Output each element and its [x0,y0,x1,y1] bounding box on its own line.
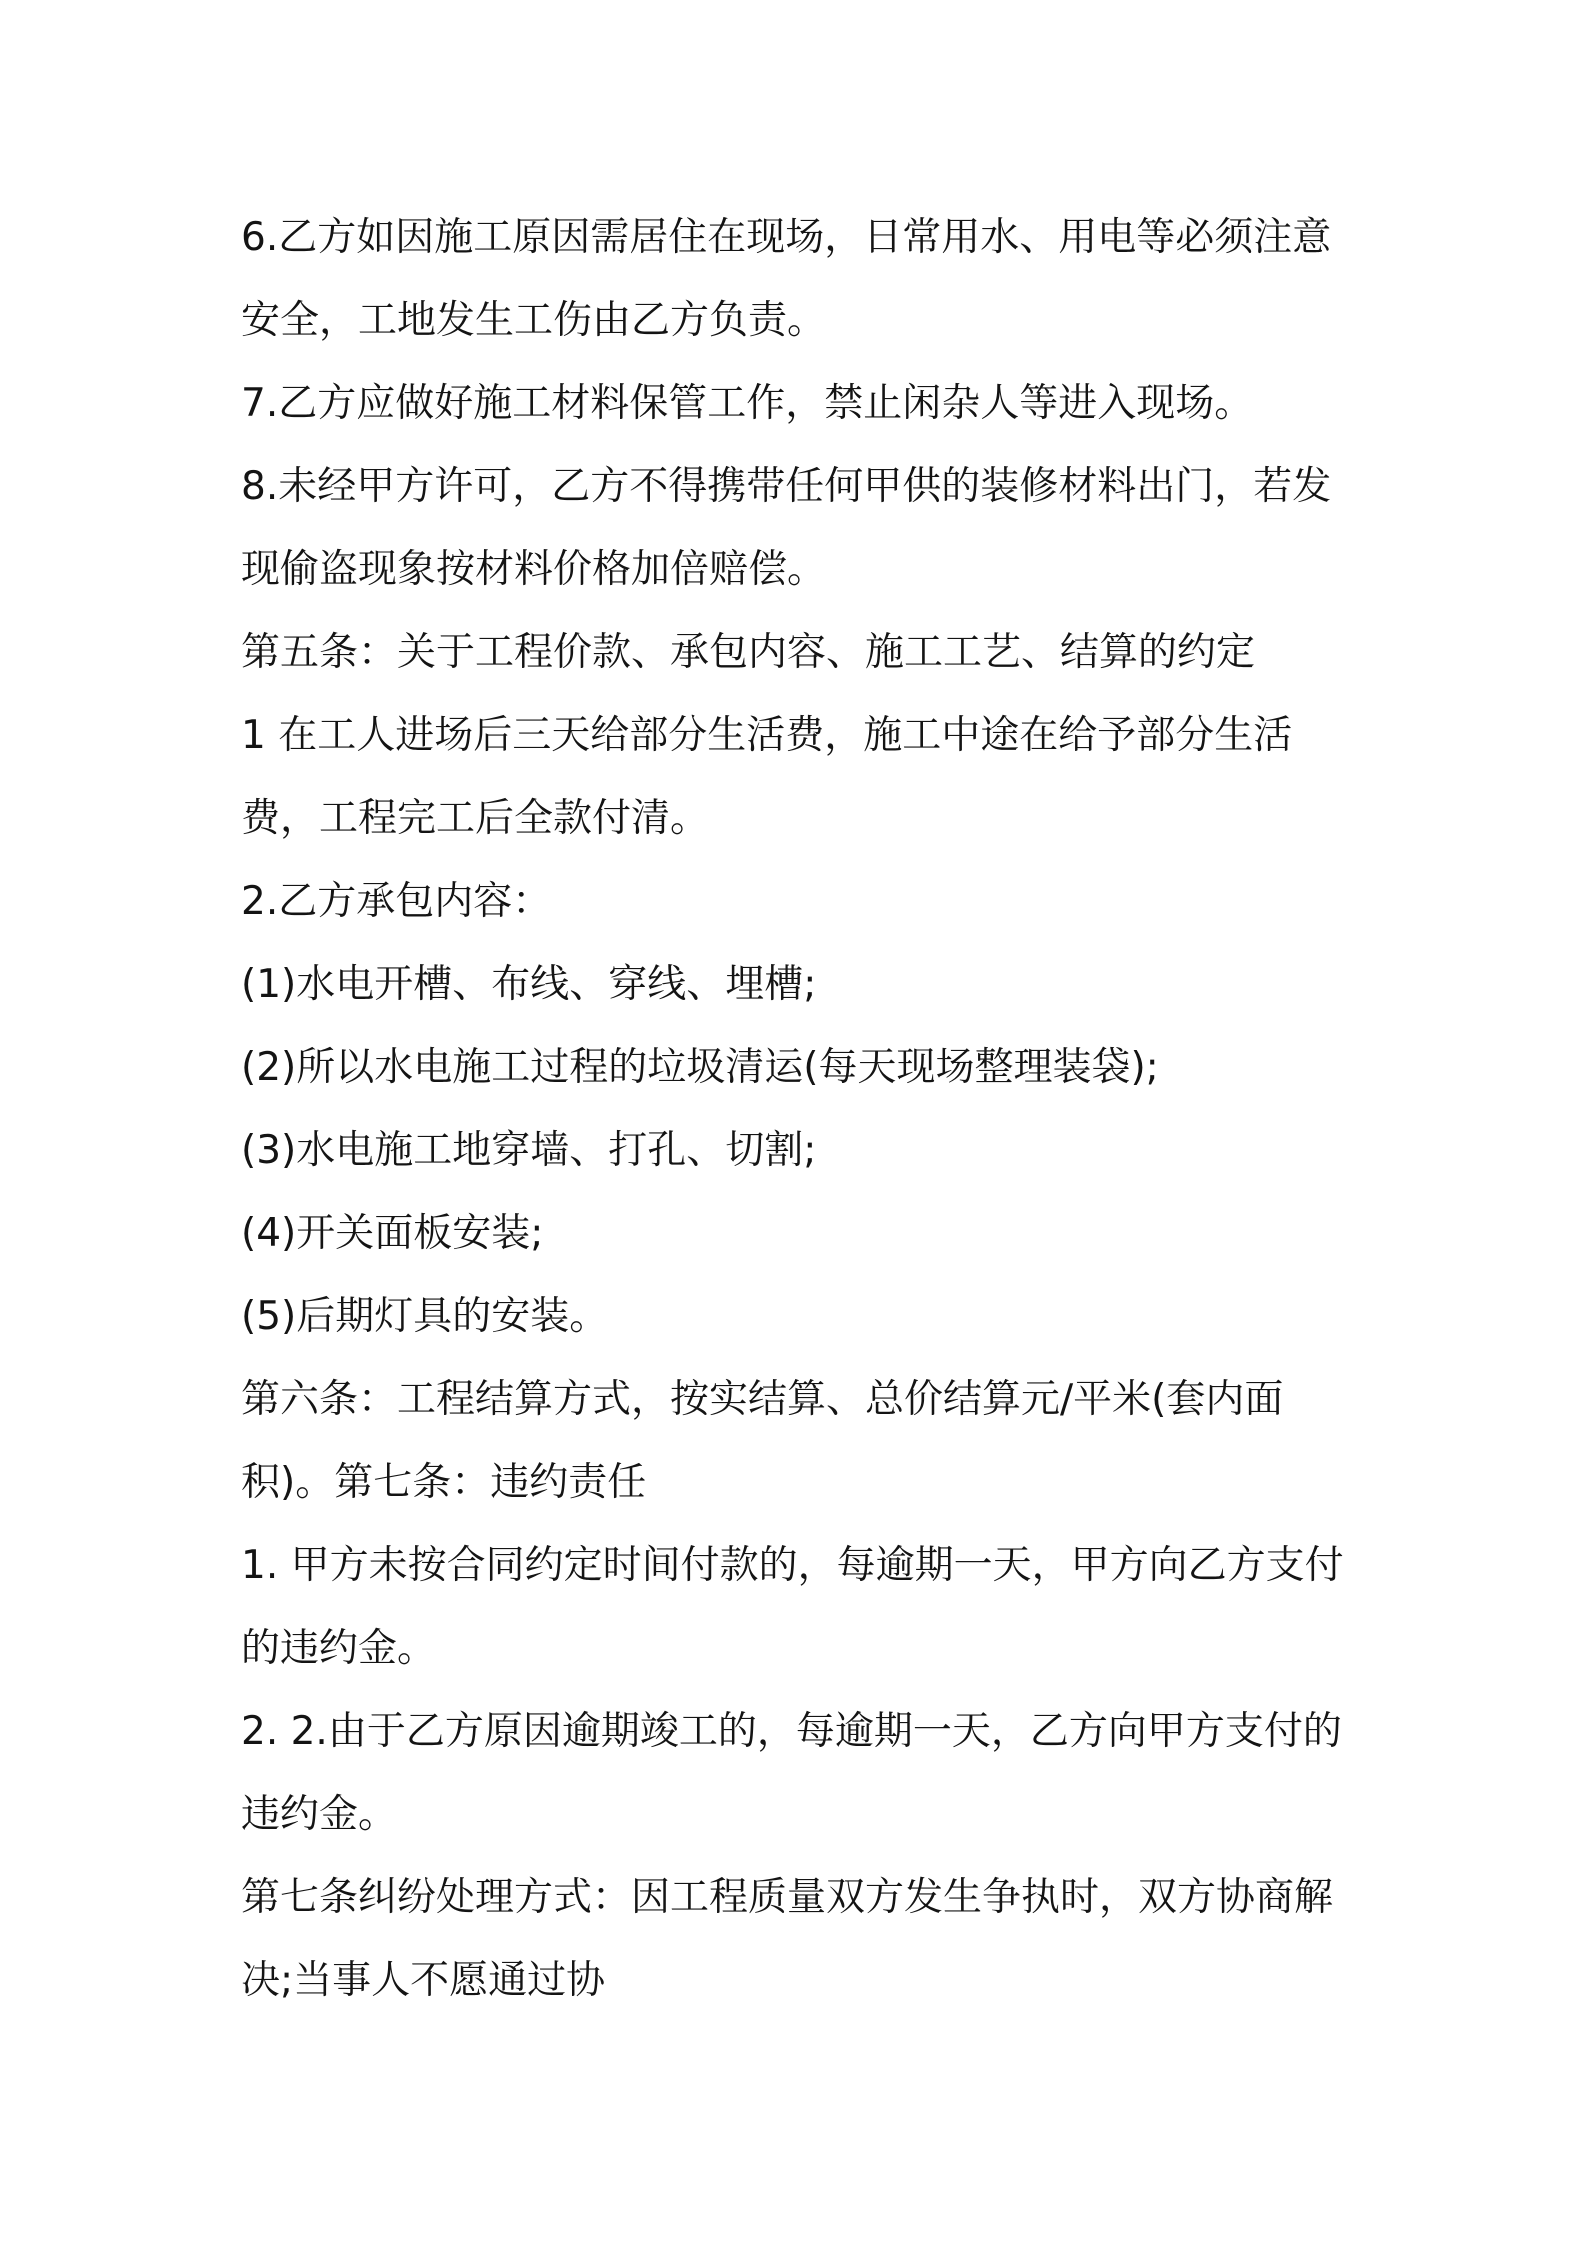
scope-item-1: (1)水电开槽、布线、穿线、埋槽; [241,962,817,1007]
clause-8-material-theft: 8.未经甲方许可，乙方不得携带任何甲供的装修材料出门，若发现偷盗现象按材料价格加倍赔偿。 [241,464,1332,592]
scope-item-5: (5)后期灯具的安装。 [241,1294,609,1339]
article-5-item-2-scope: 2.乙方承包内容： [241,879,552,924]
scope-item-2: (2)所以水电施工过程的垃圾清运(每天现场整理装袋); [241,1045,1159,1090]
article-6-7-heading: 第六条：工程结算方式，按实结算、总价结算元/平米(套内面积)。第七条：违约责任 [241,1377,1284,1505]
liability-item-2: 2. 2.由于乙方原因逾期竣工的，每逾期一天，乙方向甲方支付的违约金。 [241,1709,1342,1837]
dispute-resolution: 第七条纠纷处理方式：因工程质量双方发生争执时，双方协商解决;当事人不愿通过协 [241,1875,1334,2003]
scope-item-4: (4)开关面板安装; [241,1211,544,1256]
scope-item-3: (3)水电施工地穿墙、打孔、切割; [241,1128,817,1173]
clause-7-material-storage: 7.乙方应做好施工材料保管工作，禁止闲杂人等进入现场。 [241,381,1254,426]
document-body [241,196,1361,2022]
liability-item-1: 1. 甲方未按合同约定时间付款的，每逾期一天，甲方向乙方支付的违约金。 [241,1543,1344,1671]
article-5-heading: 第五条：关于工程价款、承包内容、施工工艺、结算的约定 [241,630,1256,675]
article-5-item-1-payment: 1 在工人进场后三天给部分生活费，施工中途在给予部分生活费，工程完工后全款付清。 [241,713,1293,841]
clause-6-residence-safety: 6.乙方如因施工原因需居住在现场，日常用水、用电等必须注意安全，工地发生工伤由乙方负责。 [241,215,1332,343]
